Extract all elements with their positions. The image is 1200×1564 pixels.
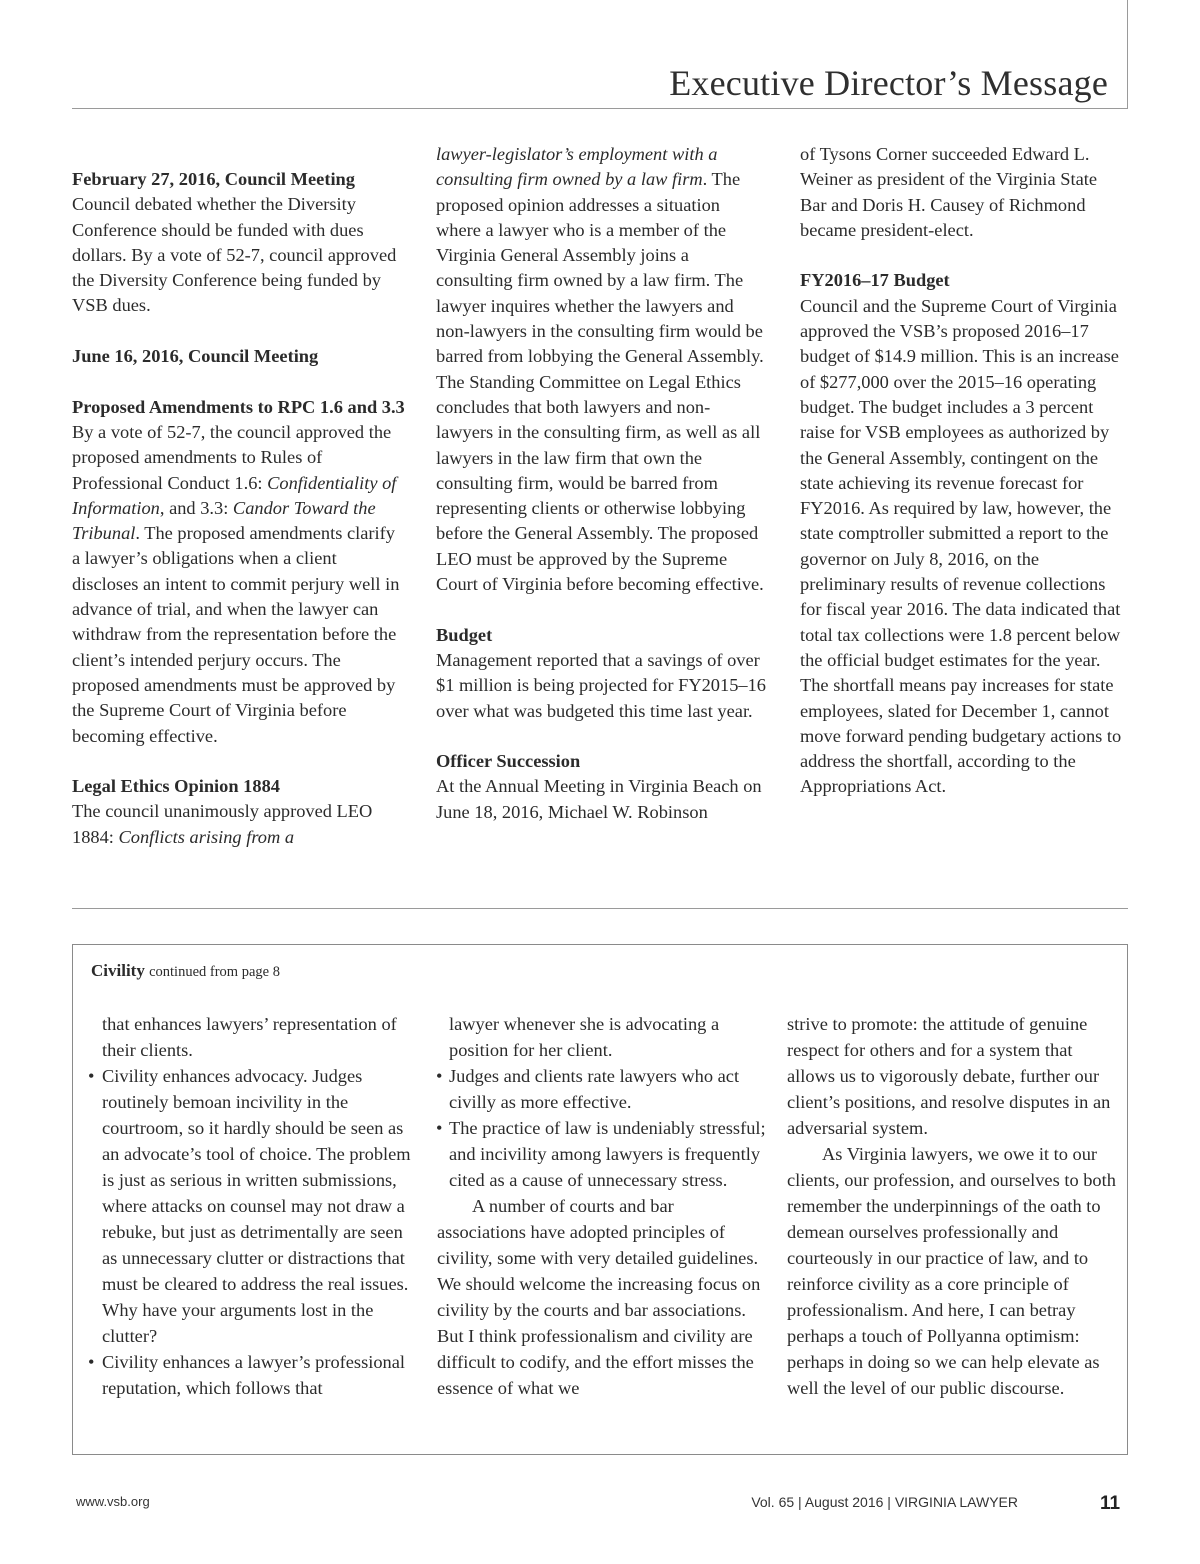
article-column-1 bbox=[72, 167, 406, 850]
section-body-leo-1884: The council unanimously approved LEO 1884: Conflicts arising from a bbox=[72, 801, 373, 847]
bullet-icon: • bbox=[436, 1066, 443, 1086]
bullet-icon: • bbox=[436, 1118, 443, 1138]
article-column-3 bbox=[800, 142, 1128, 800]
section-body-fy2016-17-budget: Council and the Supreme Court of Virginia approved the VSB’s proposed 2016–17 budget of $14.9 million. This is an increase of $277,000 over the 2015–16 operating budget. The budget includes a 3 percent raise for VSB employees as authorized by the General Assembly, contingent on the state achieving its revenue forecast for FY2016. As required by law, however, the state comptroller submitted a report to the governor on July 8, 2016, on the preliminary results of revenue collections for fiscal year 2016. The data indicated that total tax collections were 1.8 percent below the official budget estimates for the year. The shortfall means pay increases for state employees, slated for December 1, cannot move forward pending budgetary actions to address the shortfall, according to the Appropriations Act. bbox=[800, 295, 1122, 797]
bullet-item: • The practice of law is undeniably stressful; and incivility among lawyers is frequently cited as a cause of unnecessary stress. bbox=[437, 1115, 767, 1193]
page-number: 11 bbox=[1100, 1493, 1121, 1514]
civility-paragraph: A number of courts and bar associations have adopted principles of civility, some with very detailed guidelines. We should welcome the increasing focus on civility by the courts and bar associations. But I think professionalism and civility are difficult to codify, and the effort misses the essence of what we bbox=[437, 1196, 761, 1398]
civility-continued-box bbox=[72, 944, 1128, 1455]
section-heading-officer-succession: Officer Succession bbox=[436, 751, 581, 772]
section-body-rpc-amendments: By a vote of 52-7, the council approved the proposed amendments to Rules of Professional Conduct 1.6: Confidentiality of Information, and 3.3: Candor Toward the Tribunal. The proposed amendments clarify a lawyer’s obligations when a client discloses an intent to commit perjury well in advance of trial, and when the lawyer can withdraw from the representation before the client’s intended perjury occurs. The proposed amendments must be approved by the Supreme Court of Virginia before becoming effective. bbox=[72, 421, 400, 746]
civility-column-2 bbox=[437, 1011, 767, 1401]
civility-column-1 bbox=[85, 1011, 415, 1401]
section-divider bbox=[72, 908, 1128, 909]
footer-website-link[interactable]: www.vsb.org bbox=[76, 1494, 150, 1509]
bullet-item: • Civility enhances a lawyer’s professional reputation, which follows that bbox=[85, 1349, 415, 1401]
section-body-feb-meeting: Council debated whether the Diversity Conference should be funded with dues dollars. By a vote of 52-7, council approved the Diversity Conference being funded by VSB dues. bbox=[72, 194, 397, 316]
page-title: Executive Director’s Message bbox=[669, 63, 1108, 103]
civility-paragraph: As Virginia lawyers, we owe it to our clients, our profession, and ourselves to both remember the underpinnings of the oath to demean ourselves professionally and courteously in our practice of law, and to reinforce civility as a core principle of professionalism. And here, I can betray perhaps a touch of Pollyanna optimism: perhaps in doing so we can help elevate as well the level of our public discourse. bbox=[787, 1144, 1116, 1398]
section-heading-fy2016-17-budget: FY2016–17 Budget bbox=[800, 270, 950, 291]
bullet-item: • Civility enhances advocacy. Judges routinely bemoan incivility in the courtroom, so it hardly should be seen as an advocate’s tool of choice. The problem is just as serious in written submissions, where attacks on counsel may not draw a rebuke, but just as detrimentally are seen as unnecessary clutter or distractions that must be cleared to address the real issues. Why have your arguments lost in the clutter? bbox=[85, 1063, 415, 1349]
civility-title: Civility bbox=[91, 961, 145, 980]
section-heading-rpc-amendments: Proposed Amendments to RPC 1.6 and 3.3 bbox=[72, 396, 405, 417]
bullet-icon: • bbox=[88, 1352, 95, 1372]
header-vertical-rule bbox=[1127, 0, 1128, 108]
article-column-2 bbox=[436, 142, 766, 825]
section-heading-june-meeting: June 16, 2016, Council Meeting bbox=[72, 346, 319, 367]
civility-col1-continued: that enhances lawyers’ representation of their clients. bbox=[102, 1014, 397, 1060]
section-body-budget: Management reported that a savings of over $1 million is being projected for FY2015–16 over what was budgeted this time last year. bbox=[436, 649, 766, 721]
civility-column-3 bbox=[787, 1011, 1117, 1401]
continued-from-link[interactable]: continued from page 8 bbox=[149, 964, 280, 980]
section-body-leo-continued: lawyer-legislator’s employment with a consulting firm owned by a law firm. The proposed opinion addresses a situation where a lawyer who is a member of the Virginia General Assembly joins a consulting firm owned by a law firm. The lawyer inquires whether the lawyers and non-lawyers in the consulting firm would be barred from lobbying the General Assembly. The Standing Committee on Legal Ethics concludes that both lawyers and non-lawyers in the consulting firm, as well as all lawyers in the law firm that own the consulting firm, would be barred from representing clients or otherwise lobbying before the General Assembly. The proposed LEO must be approved by the Supreme Court of Virginia before becoming effective. bbox=[436, 144, 764, 595]
bullet-icon: • bbox=[88, 1066, 95, 1086]
bullet-item: • Judges and clients rate lawyers who act civilly as more effective. bbox=[437, 1063, 767, 1115]
civility-col3-continued: strive to promote: the attitude of genuine respect for others and for a system that allows us to vigorously debate, further our client’s positions, and resolve disputes in an adversarial system. bbox=[787, 1014, 1111, 1138]
section-heading-leo-1884: Legal Ethics Opinion 1884 bbox=[72, 776, 280, 797]
section-heading-feb-meeting: February 27, 2016, Council Meeting bbox=[72, 169, 355, 189]
civility-label bbox=[91, 961, 280, 981]
section-body-succession-continued: of Tysons Corner succeeded Edward L. Weiner as president of the Virginia State Bar and Doris H. Causey of Richmond became president-elect. bbox=[800, 144, 1098, 240]
civility-col2-continued: lawyer whenever she is advocating a position for her client. bbox=[449, 1014, 720, 1060]
header-rule bbox=[72, 108, 1128, 109]
footer-publication-info: Vol. 65 | August 2016 | VIRGINIA LAWYER bbox=[751, 1494, 1018, 1510]
section-body-officer-succession: At the Annual Meeting in Virginia Beach on June 18, 2016, Michael W. Robinson bbox=[436, 776, 762, 822]
section-heading-budget: Budget bbox=[436, 624, 493, 645]
